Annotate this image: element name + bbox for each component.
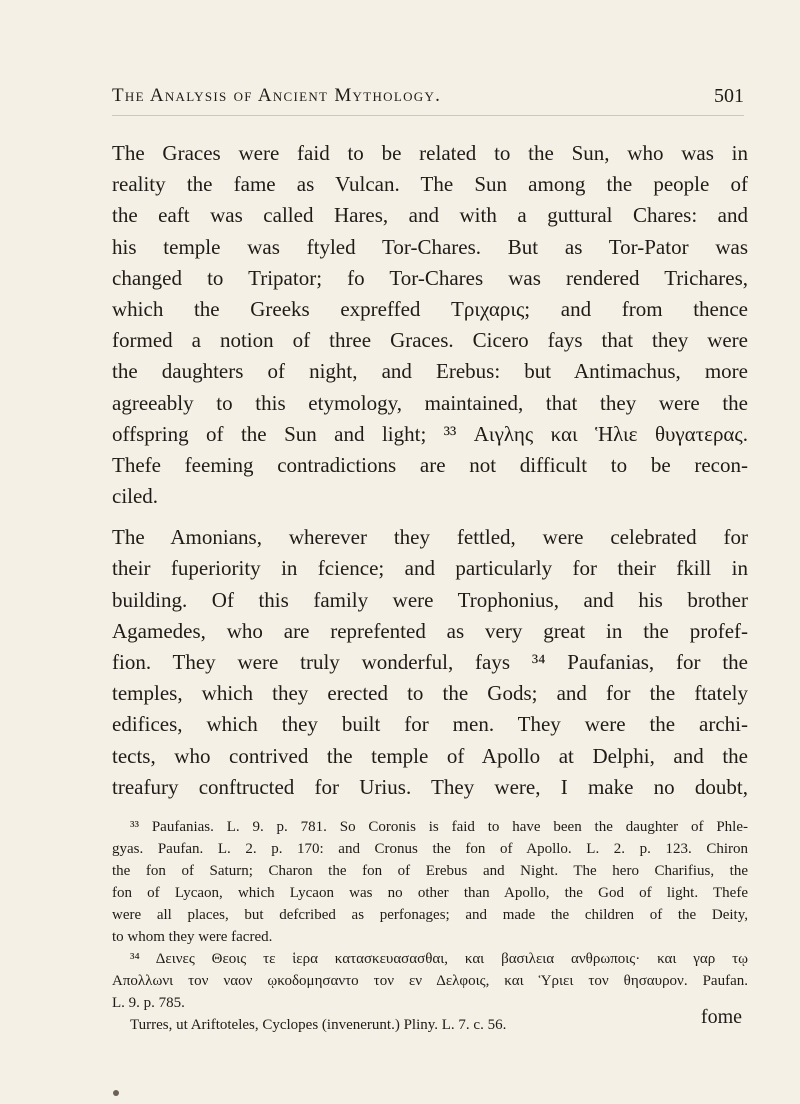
paragraph-gap: [112, 512, 748, 522]
text-line: their fuperiority in fcience; and particularly for their fkill in: [112, 556, 748, 581]
page-number: 501: [714, 85, 744, 107]
footnote-line: Turres, ut Ariftoteles, Cyclopes (invenerunt.) Pliny. L. 7. c. 56.: [130, 1017, 507, 1033]
text-line: formed a notion of three Graces. Cicero fays that they were: [112, 328, 748, 353]
ink-spot: [113, 1090, 119, 1096]
main-text: [112, 138, 748, 803]
running-title: The Analysis of Ancient Mythology.: [112, 85, 442, 106]
text-line: the eaft was called Hares, and with a guttural Chares: and: [112, 203, 748, 228]
text-line: which the Greeks expreffed Τριχαρις; and from thence: [112, 296, 748, 321]
footnote-line: the fon of Saturn; Charon the fon of Erebus and Night. The hero Charifius, the: [112, 863, 748, 879]
text-line: temples, which they erected to the Gods; and for the ftately: [112, 681, 748, 706]
text-line: Agamedes, who are reprefented as very great in the profef-: [112, 618, 748, 643]
text-line: agreeably to this etymology, maintained, that they were the: [112, 390, 748, 415]
text-line: The Graces were faid to be related to the Sun, who was in: [112, 141, 748, 165]
running-header: [112, 85, 744, 116]
footnote-line: fon of Lycaon, which Lycaon was no other than Apollo, the God of light. Thefe: [112, 885, 748, 901]
footnote-line: to whom they were facred.: [112, 929, 273, 945]
text-line: ciled.: [112, 484, 159, 509]
text-line: treafury conftructed for Urius. They were, I make no doubt,: [112, 774, 748, 799]
text-line: changed to Tripator; fo Tor-Chares was rendered Trichares,: [112, 265, 748, 290]
text-line: tects, who contrived the temple of Apollo at Delphi, and the: [112, 743, 748, 768]
footnote-line: ³⁴ Δεινες Θεοις τε ἱερα κατασκευασασθαι, και βασιλεια ανθρωποις· και γαρ τῳ: [130, 951, 748, 967]
catchword: fome: [700, 1006, 742, 1028]
footnote-line: Απολλωνι τον ναον ῳκοδομησαντο τον εν Δελφοις, και Ὑριει τον θησαυρον. Paufan.: [112, 973, 748, 989]
text-line: fion. They were truly wonderful, fays ³⁴ Paufanias, for the: [112, 650, 748, 674]
text-line: Thefe feeming contradictions are not difficult to be recon-: [112, 452, 748, 477]
text-line: the daughters of night, and Erebus: but Antimachus, more: [112, 359, 748, 384]
text-line: offspring of the Sun and light; ³³ Αιγλης και Ἡλιε θυγατερας.: [112, 421, 748, 446]
footnote-line: ³³ Paufanias. L. 9. p. 781. So Coronis is faid to have been the daughter of Phle-: [130, 819, 748, 835]
footnote-line: gyas. Paufan. L. 2. p. 170: and Cronus the fon of Apollo. L. 2. p. 123. Chiron: [112, 841, 748, 857]
text-line: edifices, which they built for men. They were the archi-: [112, 712, 748, 737]
footnotes: [112, 816, 748, 1036]
text-line: his temple was ftyled Tor-Chares. But as Tor-Pator was: [112, 234, 748, 259]
text-line: reality the fame as Vulcan. The Sun among the people of: [112, 172, 748, 197]
text-line: The Amonians, wherever they fettled, were celebrated for: [112, 525, 748, 550]
text-line: building. Of this family were Trophonius, and his brother: [112, 587, 748, 612]
footnote-line: were all places, but defcribed as perfonages; and made the children of the Deity,: [112, 907, 748, 923]
footnote-line: L. 9. p. 785.: [112, 995, 185, 1011]
